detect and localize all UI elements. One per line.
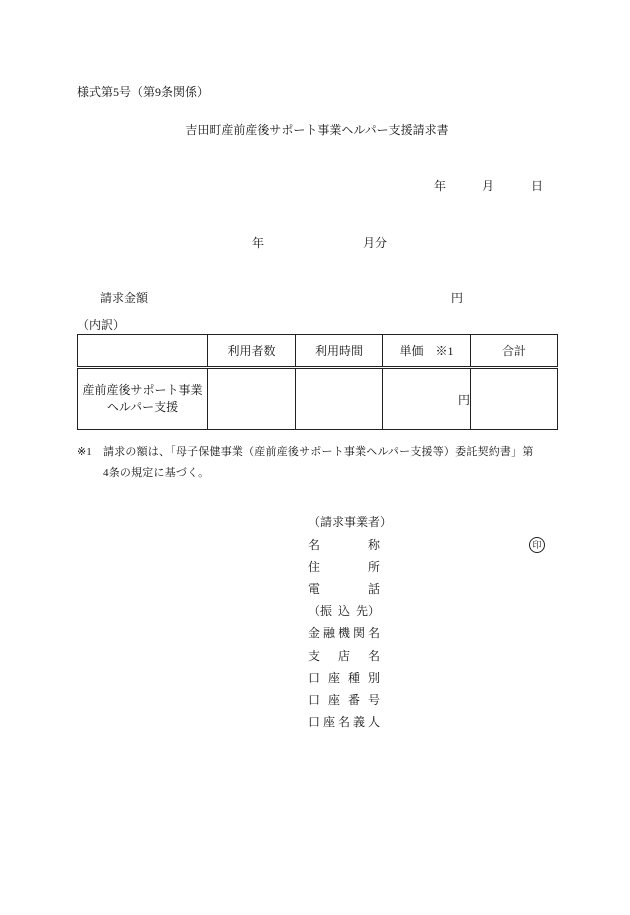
label-char: 称 — [367, 538, 380, 552]
label-char: 号 — [367, 693, 380, 707]
label-char: 口 — [308, 693, 321, 707]
label-char: 座 — [327, 693, 340, 707]
label-char: 電 — [308, 582, 321, 596]
date-day-label: 日 — [531, 179, 544, 193]
date-year-label: 年 — [434, 179, 447, 193]
label-char: 先） — [355, 604, 380, 618]
label-char: 金 — [308, 626, 321, 640]
item-line: ヘルパー支援 — [106, 400, 179, 414]
field-phone-label — [308, 582, 380, 596]
footnote-text — [103, 442, 534, 484]
breakdown-table — [77, 334, 558, 430]
footnote-line: 請求の額は、「母子保健事業（産前産後サポート事業ヘルパー支援等）委託契約書」第 — [103, 446, 534, 458]
table-row — [78, 368, 558, 430]
label-char: 支 — [308, 649, 321, 663]
form-number: 様式第5号（第9条関係） — [77, 85, 210, 99]
hours-cell — [296, 368, 383, 430]
label-char: 店 — [337, 649, 350, 663]
label-char: 人 — [367, 715, 380, 729]
field-branch-label — [308, 649, 380, 663]
item-line: 産前産後サポート事業 — [82, 383, 203, 397]
footnote-mark: ※1 — [77, 446, 92, 458]
label-char: 別 — [367, 671, 380, 685]
label-char: 口 — [308, 671, 321, 685]
label-char: 機 — [337, 626, 350, 640]
label-char: 座 — [327, 671, 340, 685]
requester-heading: （請求事業者） — [308, 515, 393, 529]
period-month-label: 月分 — [363, 236, 388, 250]
label-char: 名 — [337, 715, 350, 729]
footnote-line: 4条の規定に基づく。 — [103, 467, 210, 479]
label-char: 番 — [347, 693, 360, 707]
item-cell — [78, 368, 208, 430]
label-char: （振 — [308, 604, 333, 618]
label-char: 所 — [367, 560, 380, 574]
label-char: 名 — [367, 649, 380, 663]
field-account-type-label — [308, 671, 380, 685]
table-header-row — [78, 335, 558, 368]
seal-mark: 印 — [529, 537, 545, 553]
label-char: 座 — [322, 715, 335, 729]
label-char: 関 — [352, 626, 365, 640]
header-total: 合計 — [471, 335, 558, 368]
total-cell — [471, 368, 558, 430]
label-char: 義 — [352, 715, 365, 729]
payee-heading — [308, 604, 380, 618]
breakdown-label: （内訳） — [77, 318, 126, 332]
date-month-label: 月 — [482, 179, 495, 193]
footnote — [77, 442, 534, 484]
header-unit-price: 単価 ※1 — [383, 335, 471, 368]
field-name-label — [308, 538, 380, 552]
users-cell — [208, 368, 296, 430]
amount-unit: 円 — [451, 291, 464, 305]
label-char: 住 — [308, 560, 321, 574]
label-char: 融 — [322, 626, 335, 640]
field-account-number-label — [308, 693, 380, 707]
header-item — [78, 335, 208, 368]
header-users: 利用者数 — [208, 335, 296, 368]
label-char: 込 — [337, 604, 350, 618]
amount-label: 請求金額 — [100, 291, 149, 305]
label-char: 名 — [367, 626, 380, 640]
period-year-label: 年 — [252, 236, 265, 250]
label-char: 話 — [367, 582, 380, 596]
label-char: 口 — [308, 715, 321, 729]
label-char: 名 — [308, 538, 321, 552]
field-account-holder-label — [308, 715, 380, 729]
header-hours: 利用時間 — [296, 335, 383, 368]
label-char: 種 — [347, 671, 360, 685]
field-bank-name-label — [308, 626, 380, 640]
document-title: 吉田町産前産後サポート事業ヘルパー支援請求書 — [185, 123, 449, 137]
field-address-label — [308, 560, 380, 574]
unit-price-cell: 円 — [383, 368, 471, 430]
